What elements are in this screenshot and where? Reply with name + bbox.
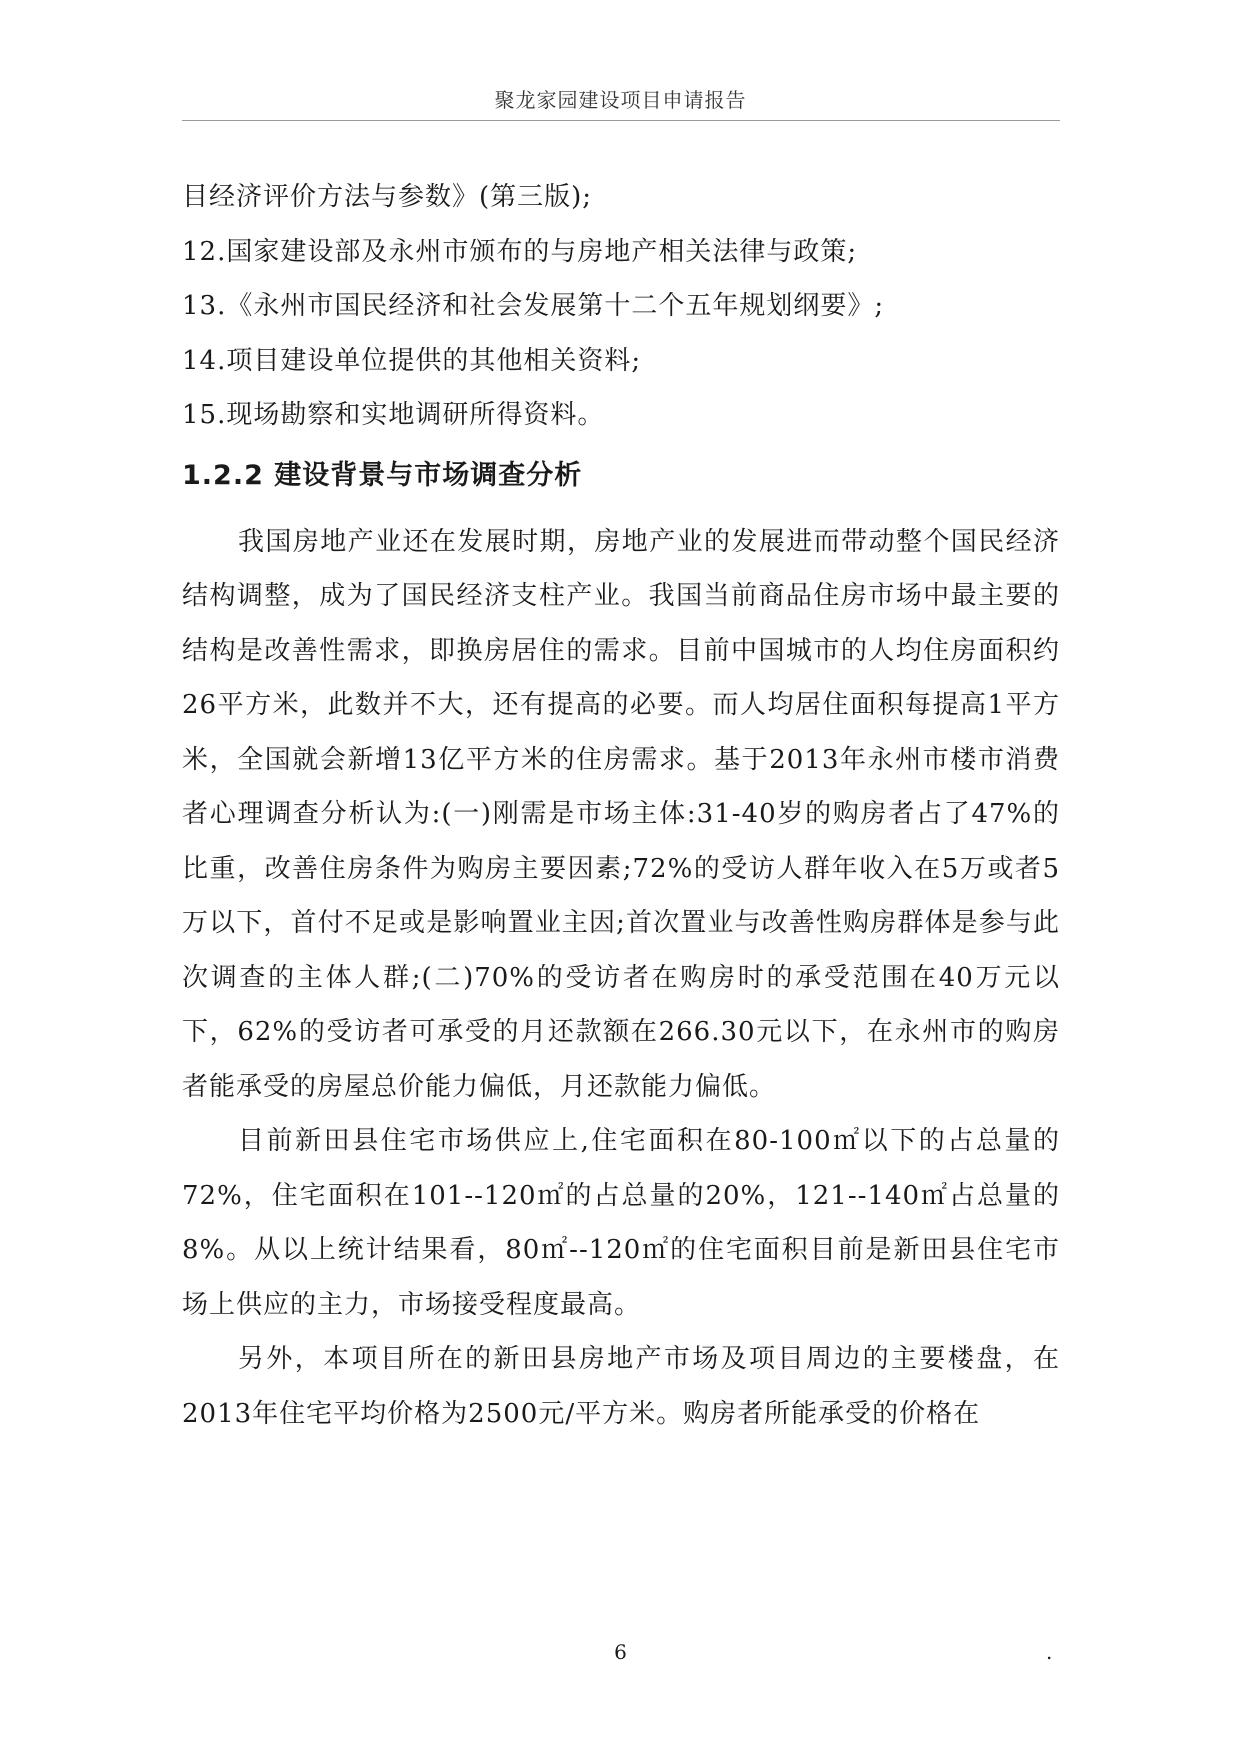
list-item: 12.国家建设部及永州市颁布的与房地产相关法律与政策; <box>182 236 858 267</box>
body-paragraph: 我国房地产业还在发展时期，房地产业的发展进而带动整个国民经济结构调整，成为了国民经济支柱产业。我国当前商品住房市场中最主要的结构是改善性需求，即换房居住的需求。目前中国城市的人均住房面积约26平方米，此数并不大，还有提高的必要。而人均居住面积每提高1平方米，全国就会新增13亿平方米的住房需求。基于2013年永州市楼市消费者心理调查分析认为:(一)刚需是市场主体:31-40岁的购房者占了47%的比重，改善住房条件为购房主要因素;72%的受访人群年收入在5万或者5万以下，首付不足或是影响置业主因;首次置业与改善性购房群体是参与此次调查的主体人群;(二)70%的受访者在购房时的承受范围在40万元以下，62%的受访者可承受的月还款额在266.30元以下，在永州市的购房者能承受的房屋总价能力偏低，月还款能力偏低。 <box>182 526 1060 1102</box>
footer-dot: . <box>1046 1640 1053 1664</box>
list-item: 14.项目建设单位提供的其他相关资料; <box>182 345 642 376</box>
running-header: 聚龙家园建设项目申请报告 <box>494 88 747 112</box>
list-item: 15.现场勘察和实地调研所得资料。 <box>182 400 605 430</box>
page-number: 6 <box>614 1640 627 1664</box>
body-paragraph: 目前新田县住宅市场供应上,住宅面积在80-100㎡以下的占总量的72%，住宅面积在101--120㎡的占总量的20%，121--140㎡占总量的8%。从以上统计结果看，80㎡--120㎡的住宅面积目前是新田县住宅市场上供应的主力，市场接受程度最高。 <box>182 1126 1060 1320</box>
header-divider <box>182 120 1060 121</box>
page-content <box>182 170 1060 1441</box>
list-item: 目经济评价方法与参数》(第三版); <box>182 182 593 212</box>
section-heading: 1.2.2 建设背景与市场调查分析 <box>182 459 583 491</box>
body-paragraph: 另外，本项目所在的新田县房地产市场及项目周边的主要楼盘，在2013年住宅平均价格为2500元/平方米。购房者所能承受的价格在 <box>182 1344 1060 1429</box>
list-item: 13.《永州市国民经济和社会发展第十二个五年规划纲要》; <box>182 291 885 321</box>
